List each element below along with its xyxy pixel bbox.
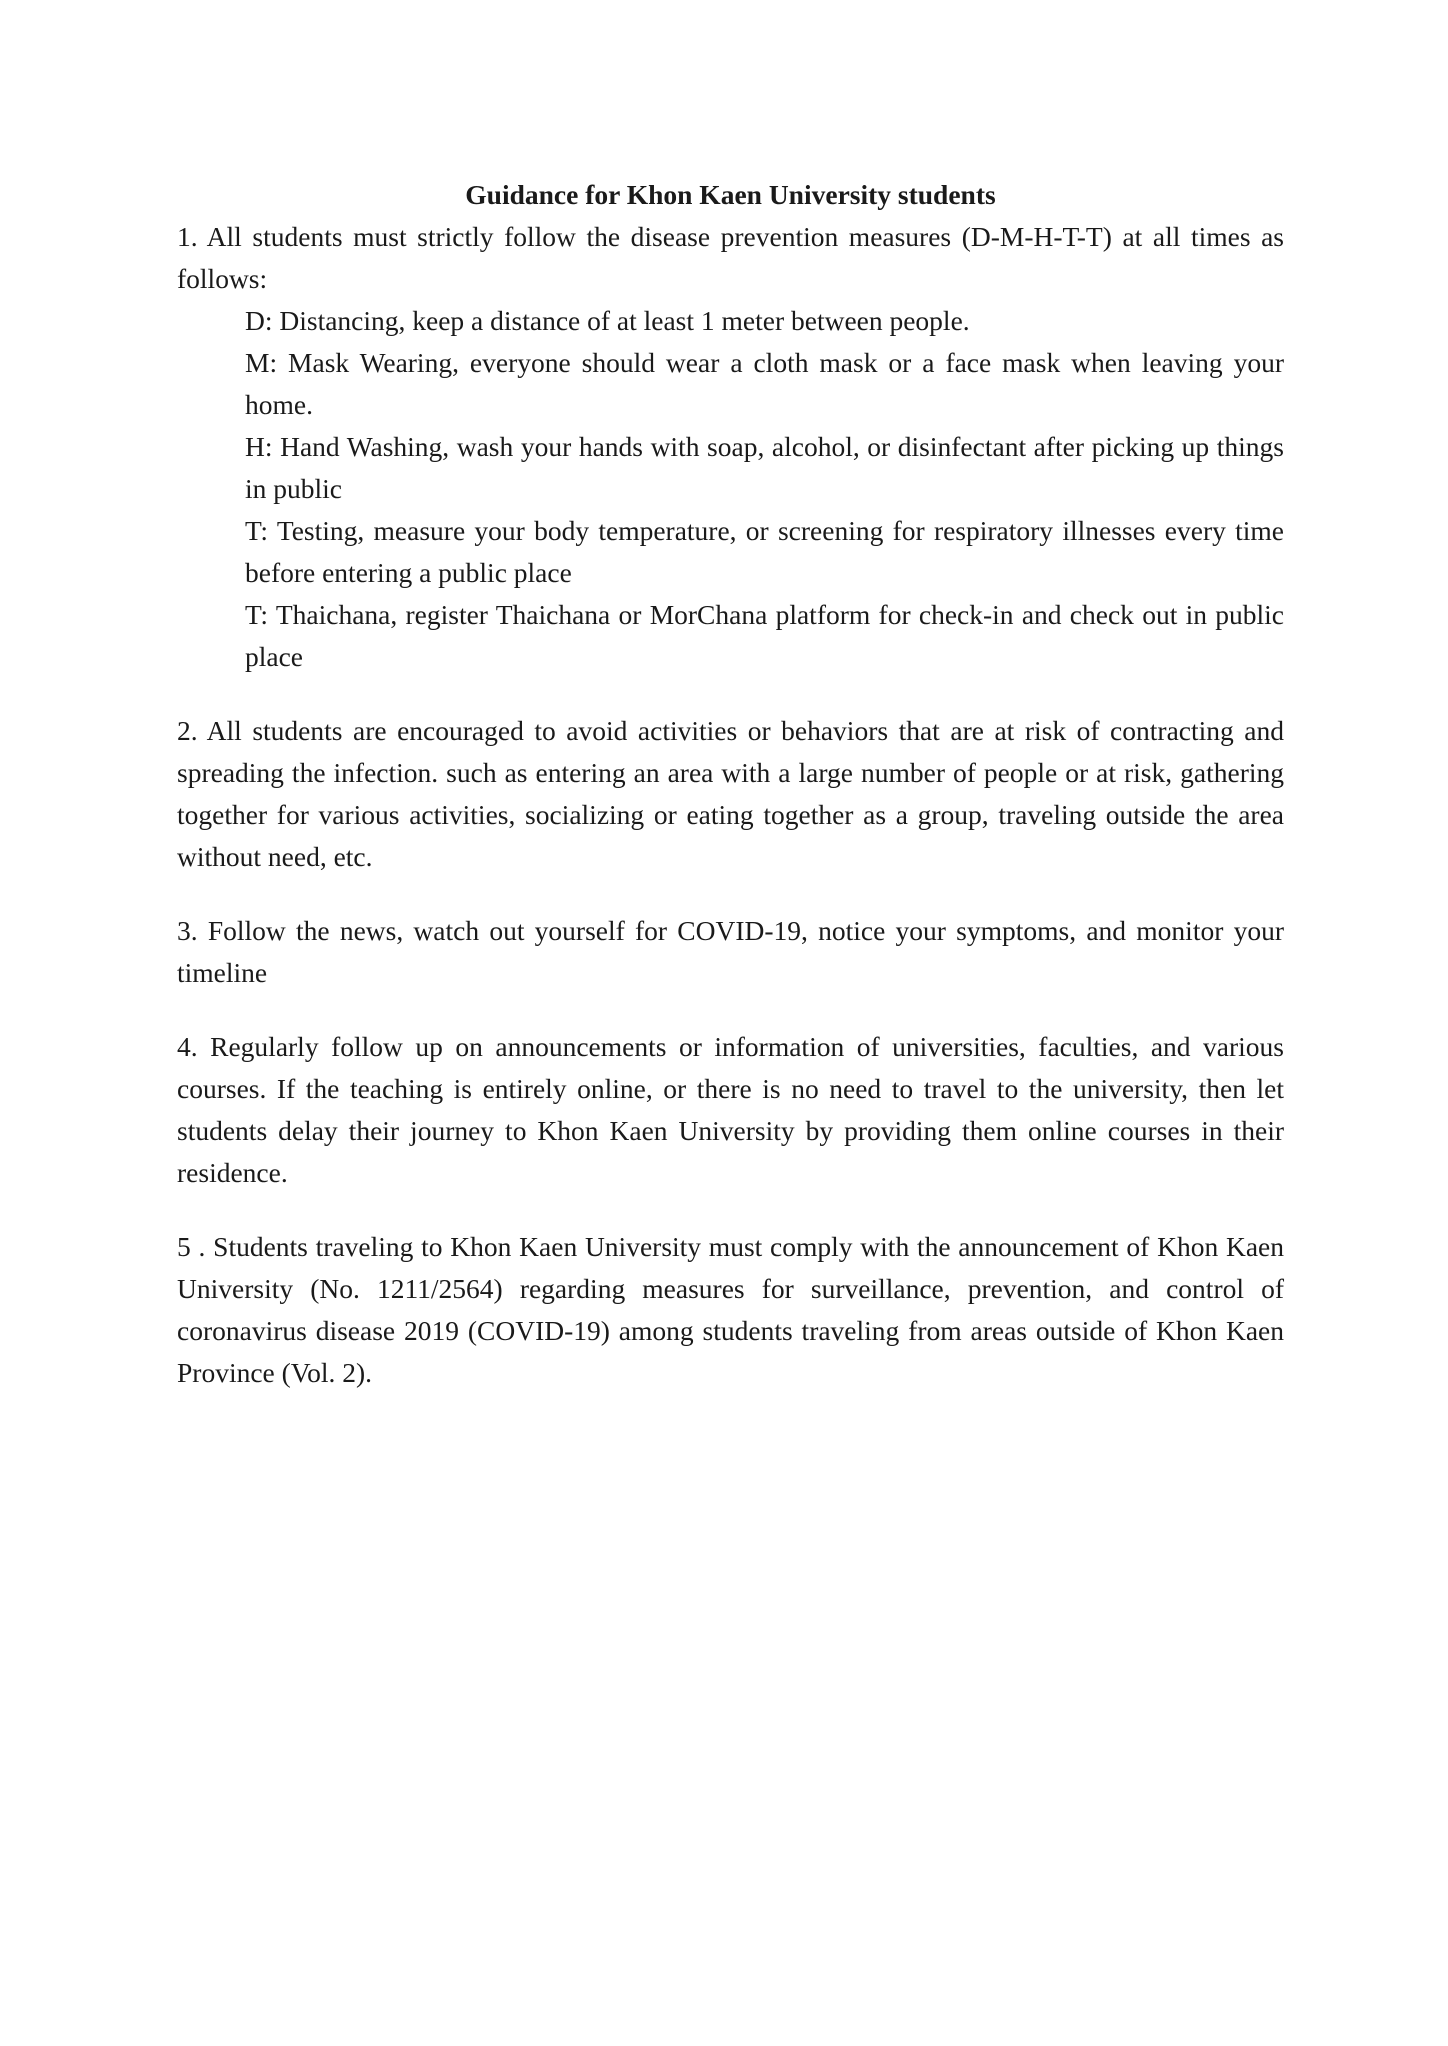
- item-5: 5 . Students traveling to Khon Kaen University must comply with the announcement of Khon Kaen University (No. 1211/2564) regarding measures for surveillance, prevention, and control of coronavirus disease 2019 (COVID-19) among students traveling from areas outside of Khon Kaen Province (Vol. 2).: [177, 1231, 1284, 1388]
- prevention-measures-list: [177, 300, 1284, 678]
- measure-mask-wearing: M: Mask Wearing, everyone should wear a cloth mask or a face mask when leaving your home.: [245, 347, 1284, 420]
- measure-distancing: D: Distancing, keep a distance of at least 1 meter between people.: [245, 305, 970, 336]
- measure-thaichana: T: Thaichana, register Thaichana or MorChana platform for check-in and check out in public place: [245, 599, 1284, 672]
- item-1-intro: 1. All students must strictly follow the disease prevention measures (D-M-H-T-T) at all times as follows:: [177, 221, 1284, 294]
- measure-hand-washing: H: Hand Washing, wash your hands with soap, alcohol, or disinfectant after picking up things in public: [245, 431, 1284, 504]
- spacer: [177, 678, 1284, 710]
- spacer: [177, 994, 1284, 1026]
- spacer: [177, 878, 1284, 910]
- spacer: [177, 1194, 1284, 1226]
- document-body: [177, 174, 1284, 1394]
- item-3: 3. Follow the news, watch out yourself for COVID-19, notice your symptoms, and monitor your timeline: [177, 915, 1284, 988]
- page-title: Guidance for Khon Kaen University students: [465, 179, 996, 210]
- item-4: 4. Regularly follow up on announcements or information of universities, faculties, and various courses. If the teaching is entirely online, or there is no need to travel to the university, then let students delay their journey to Khon Kaen University by providing them online courses in their residence.: [177, 1031, 1284, 1188]
- measure-testing: T: Testing, measure your body temperature, or screening for respiratory illnesses every time before entering a public place: [245, 515, 1284, 588]
- item-2: 2. All students are encouraged to avoid activities or behaviors that are at risk of contracting and spreading the infection. such as entering an area with a large number of people or at risk, gathering together for various activities, socializing or eating together as a group, traveling outside the area without need, etc.: [177, 715, 1284, 872]
